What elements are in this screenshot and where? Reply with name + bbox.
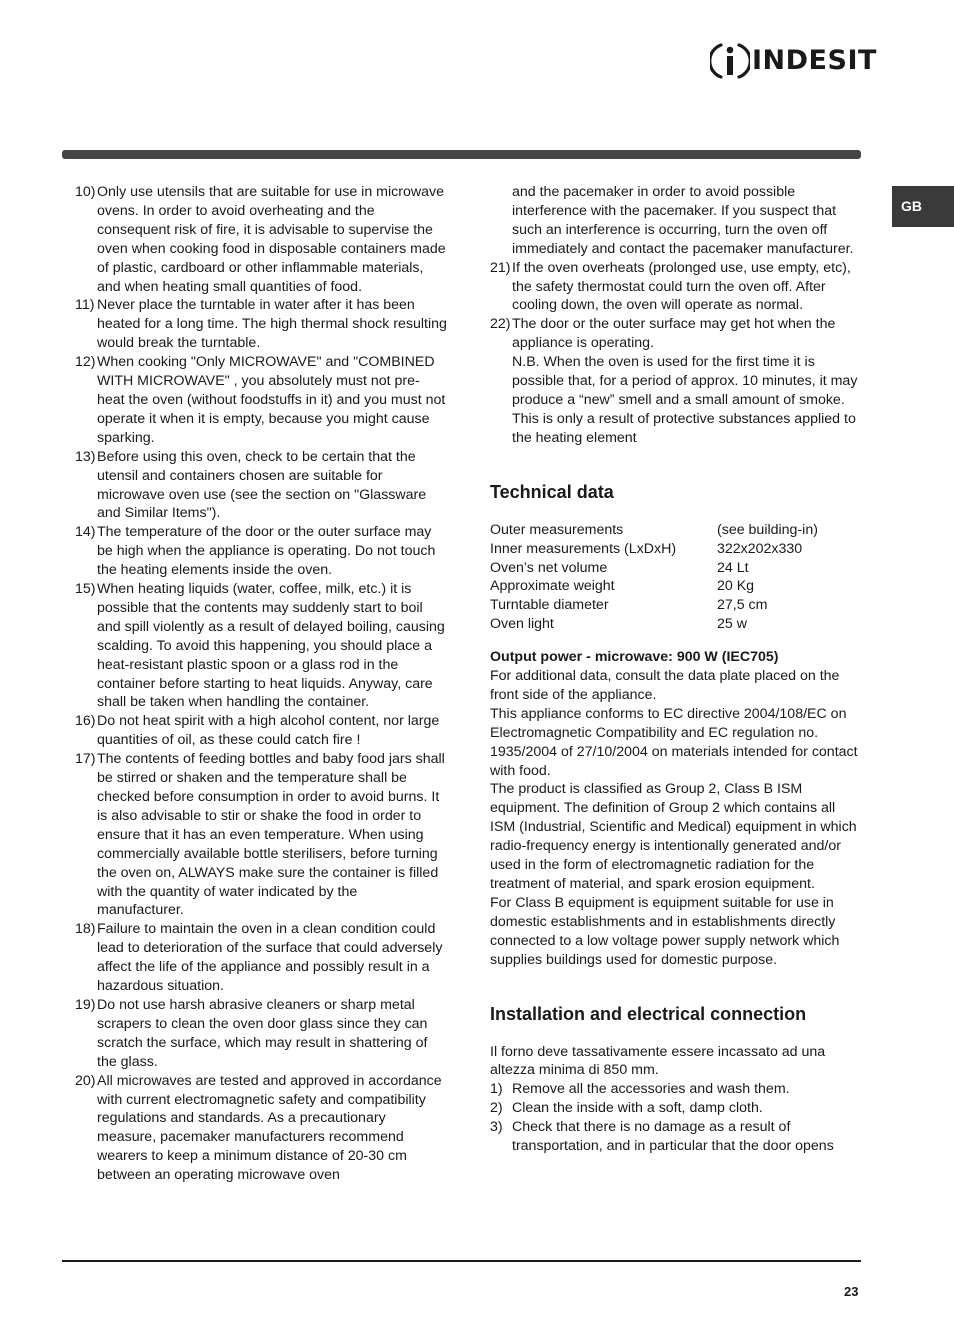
item-text: Remove all the accessories and wash them. [512,1081,790,1098]
spec-label: Oven’s net volume [490,559,608,576]
item-number: 12) [75,354,96,371]
item-text: Failure to maintain the oven in a clean condition could lead to deterioration of the surface that could adversely affect the life of the appliance and possibly result in a hazardous situation. [97,921,443,995]
spec-row [490,596,862,615]
list-item [75,353,447,448]
item-number: 10) [75,184,96,200]
installation-intro: Il forno deve tassativamente essere incassato ad una altezza minima di 850 mm. [490,1043,826,1079]
spec-value: 27,5 cm [717,597,768,614]
list-item [75,296,447,353]
item-number: 11) [75,297,95,314]
spec-value: 25 w [717,616,747,633]
spec-value: (see building-in) [717,521,818,538]
technical-paragraph: For additional data, consult the data plate placed on the front side of the appliance. [490,668,840,703]
item-number: 1) [490,1081,503,1098]
spec-table [490,521,862,634]
technical-paragraph: This appliance conforms to EC directive 2004/108/EC on Electromagnetic Compatibility and EC regulation no. 1935/2004 of 27/10/2004 on materials intended for contact with food. [490,705,858,779]
item-text: Check that there is no damage as a result of transportation, and in particular that the door opens [512,1119,834,1155]
list-item [75,523,447,580]
list-item [75,1072,447,1185]
spec-label: Approximate weight [490,578,615,595]
item-text: Do not heat spirit with a high alcohol content, nor large quantities of oil, as these could catch fire ! [97,713,440,749]
spec-row [490,559,862,578]
list-item [490,1099,862,1118]
spec-label: Oven light [490,616,554,633]
technical-paragraph: For Class B equipment is equipment suitable for use in domestic establishments and in establishments directly connected to a low voltage power supply network which supplies buildings used for domestic purpose. [490,894,840,968]
item-text: Only use utensils that are suitable for use in microwave ovens. In order to avoid overheating and the consequent risk of fire, it is advisable to supervise the oven when cooking food in disposable containers made of plastic, cardboard or other inflammable materials, and when heating small quantities of food. [97,184,446,295]
list-item [490,1118,862,1156]
spec-value: 322x202x330 [717,540,803,557]
logo-i-emblem-icon [710,40,750,82]
list-item [490,259,862,316]
list-item [75,996,447,1072]
spec-row [490,577,862,596]
item-number: 20) [75,1072,96,1089]
item-text: When heating liquids (water, coffee, milk, etc.) it is possible that the contents may suddenly start to boil and spill violently as a result of delayed boiling, causing scalding. To avoid this happening, you should place a heat-resistant plastic spoon or a glass rod in the container before starting to heat liquids. Anyway, care shall be taken when handling the container. [97,581,445,711]
spec-label: Turntable diameter [490,597,609,614]
item-text: If the oven overheats (prolonged use, use empty, etc), the safety thermostat could turn the oven off. After cooling down, the oven will operate as normal. [512,259,851,314]
language-tab: GB [892,186,954,227]
left-column [75,183,447,1185]
spec-value: 24 Lt [717,559,749,576]
brand-name: INDESIT [752,45,877,76]
item-text: All microwaves are tested and approved in accordance with current electromagnetic safety and compatibility regulations and standards. As a precautionary measure, pacemaker manufacturers recommend wearers to keep a minimum distance of 20-30 cm between an operating microwave oven [97,1072,442,1184]
indesit-logo [710,40,877,82]
technical-data-heading: Technical data [490,481,614,502]
output-power: Output power - microwave: 900 W (IEC705) [490,649,779,666]
item-number: 2) [490,1100,503,1117]
item-text: Do not use harsh abrasive cleaners or sharp metal scrapers to clean the oven door glass since they can scratch the surface, which may result in shattering of the glass. [97,996,428,1070]
item-number: 3) [490,1119,503,1136]
list-item [490,315,862,353]
item-number: 15) [75,581,96,598]
item-number: 18) [75,921,96,938]
item-number: 14) [75,524,96,541]
list-item [75,712,447,750]
list-item [75,448,447,524]
item-number: 21) [490,259,511,276]
spec-row [490,521,862,540]
item-text: When cooking "Only MICROWAVE" and "COMBINED WITH MICROWAVE" , you absolutely must not pre-heat the oven (without foodstuffs in it) and you must not operate it when it is empty, because you might cause sparking. [97,354,446,446]
item-text: The door or the outer surface may get hot when the appliance is operating. [512,316,836,352]
list-item [75,750,447,920]
spec-value: 20 Kg [717,578,755,595]
list-item [75,183,447,296]
spec-label: Inner measurements (LxDxH) [490,540,677,557]
item-number: 22) [490,316,511,333]
item-number: 13) [75,448,96,465]
header-rule [62,150,861,159]
spec-row [490,540,862,559]
spec-row [490,615,862,634]
item-text: The contents of feeding bottles and baby food jars shall be stirred or shaken and the temperature shall be checked before consumption in order to avoid burns. It is also advisable to stir or shake the food in order to ensure that it has an even temperature. When using commercially available bottle sterilisers, before turning the oven on, ALWAYS make sure the container is filled with the quantity of water indicated by the manufacturer. [97,751,445,919]
item-text: The temperature of the door or the outer surface may be high when the appliance is operating. Do not touch the heating elements inside the oven. [97,524,436,579]
list-item [75,920,447,996]
list-item [75,580,447,712]
installation-heading: Installation and electrical connection [490,1003,807,1024]
item-number: 19) [75,996,96,1013]
item-number: 17) [75,751,96,768]
right-column [490,183,862,1156]
page-number: 23 [844,1284,859,1299]
nb-note: N.B. When the oven is used for the first time it is possible that, for a period of approx. 10 minutes, it may produce a “new” smell and a small amount of smoke. This is only a result of protective substances applied to the heating element [512,354,858,446]
item-text: Clean the inside with a soft, damp cloth. [512,1100,763,1117]
technical-paragraph: The product is classified as Group 2, Class B ISM equipment. The definition of Group 2 which contains all ISM (Industrial, Scientific and Medical) equipment in which radio-frequency energy is intentionally generated and/or used in the form of electromagnetic radiation for the treatment of material, and spark erosion equipment. [490,781,857,892]
item-20-continuation: and the pacemaker in order to avoid possible interference with the pacemaker. If you suspect that such an interference is occurring, turn the oven off immediately and contact the pacemaker manufacturer. [512,184,854,257]
item-text: Never place the turntable in water after it has been heated for a long time. The high thermal shock resulting would break the turntable. [97,297,447,352]
list-item [490,1080,862,1099]
footer-rule [62,1260,861,1262]
item-text: Before using this oven, check to be certain that the utensil and containers chosen are suitable for microwave oven use (see the section on "Glassware and Similar Items"). [97,448,427,522]
item-number: 16) [75,713,96,730]
spec-label: Outer measurements [490,521,624,538]
